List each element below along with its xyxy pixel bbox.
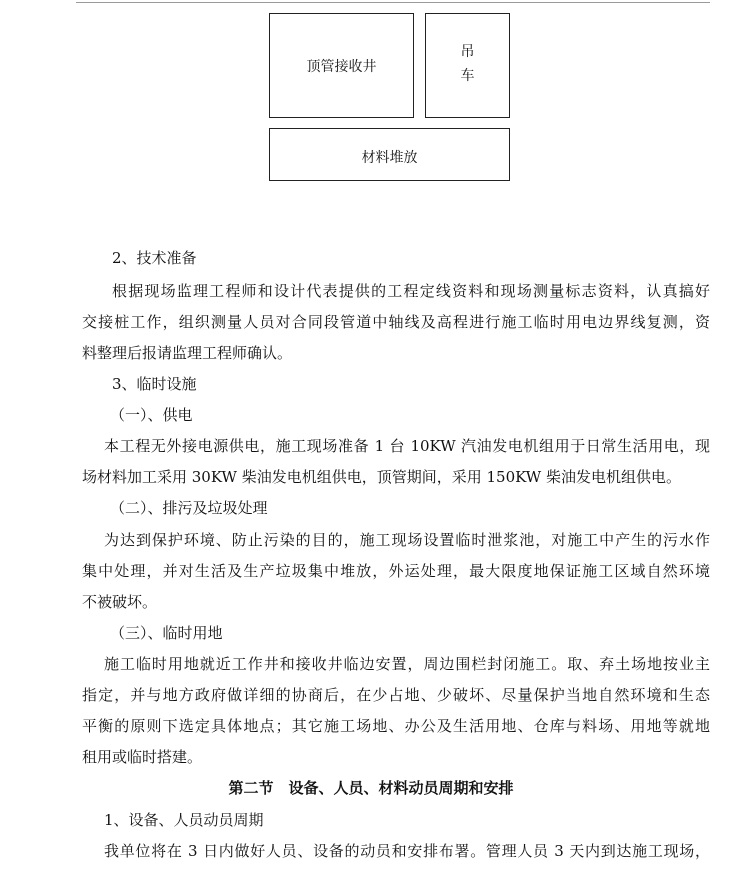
paragraph-line: 交接桩工作，组织测量人员对合同段管道中轴线及高程进行施工临时用电边界线复测，资 [82, 313, 710, 331]
section-heading: 第二节 设备、人员、材料动员周期和安排 [228, 779, 514, 797]
subsection-title: （二）、排污及垃圾处理 [110, 499, 268, 517]
paragraph-line: 场材料加工采用 30KW 柴油发电机组供电，顶管期间，采用 150KW 柴油发电机组供电。 [82, 468, 681, 486]
paragraph-line: 为达到保护环境、防止污染的目的，施工现场设置临时泄浆池，对施工中产生的污水作 [104, 531, 710, 549]
diagram-box-crane [425, 13, 510, 118]
box-label: 顶管接收井 [306, 58, 377, 75]
page-top-rule [76, 2, 710, 3]
paragraph-line: 平衡的原则下选定具体地点；其它施工场地、办公及生活用地、仓库与料场、用地等就地 [82, 717, 710, 735]
diagram-box-material-storage [269, 128, 510, 181]
box-label: 材料堆放 [361, 150, 418, 166]
paragraph-line: 根据现场监理工程师和设计代表提供的工程定线资料和现场测量标志资料，认真搞好 [112, 282, 710, 300]
subsection-title: （一）、供电 [110, 406, 193, 424]
paragraph-line: 指定，并与地方政府做详细的协商后，在少占地、少破坏、尽量保护当地自然环境和生态 [82, 686, 710, 704]
paragraph-line: 不被破坏。 [82, 593, 158, 611]
paragraph-line: 料整理后报请监理工程师确认。 [82, 344, 293, 362]
subsection-title: （三）、临时用地 [110, 624, 223, 642]
section-title: 1、设备、人员动员周期 [104, 811, 264, 829]
paragraph-line: 集中处理，并对生活及生产垃圾集中堆放，外运处理，最大限度地保证施工区域自然环境 [82, 562, 710, 580]
paragraph-line: 租用或临时搭建。 [82, 748, 203, 766]
box-label-line1: 吊 [460, 43, 475, 60]
box-label-line2: 车 [460, 67, 475, 84]
section-title: 2、技术准备 [112, 249, 197, 267]
paragraph-line: 我单位将在 3 日内做好人员、设备的动员和安排布署。管理人员 3 天内到达施工现场， [104, 842, 710, 860]
paragraph-line: 施工临时用地就近工作井和接收井临边安置，周边围栏封闭施工。取、弃土场地按业主 [104, 655, 710, 673]
section-title: 3、临时设施 [112, 375, 197, 393]
diagram-box-jacking-receive-shaft [269, 13, 414, 118]
paragraph-line: 本工程无外接电源供电，施工现场准备 1 台 10KW 汽油发电机组用于日常生活用电，现 [104, 437, 710, 455]
